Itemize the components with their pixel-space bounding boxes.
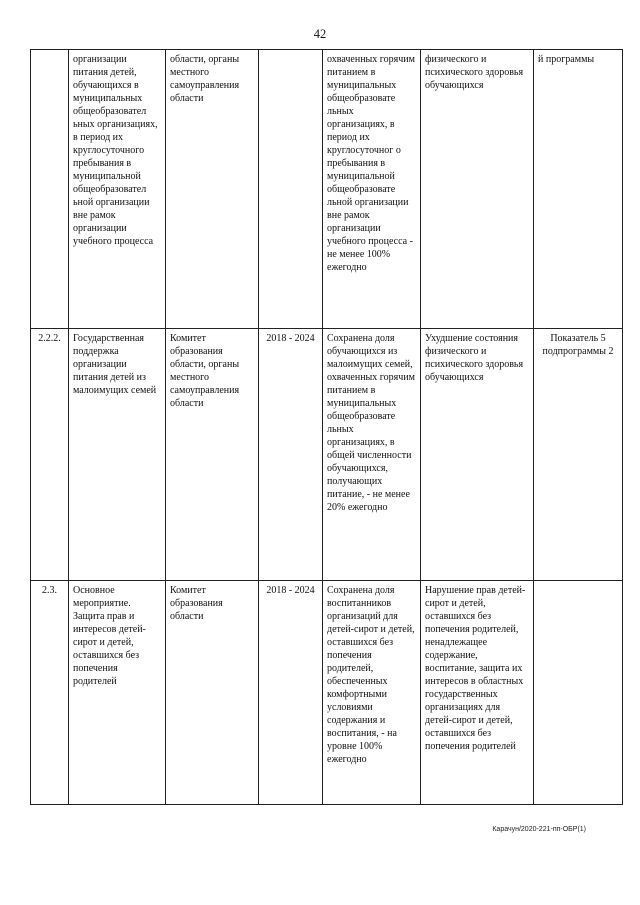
period-cell	[259, 50, 323, 329]
consequences-cell: Ухудшение состояния физического и психического здоровья обучающихся	[421, 329, 534, 581]
period-cell: 2018 - 2024	[259, 329, 323, 581]
executor-cell: Комитет образования области	[166, 581, 259, 805]
table-row	[31, 50, 623, 329]
period-cell: 2018 - 2024	[259, 581, 323, 805]
expected-result-cell: Сохранена доля обучающихся из малоимущих семей, охваченных горячим питанием в муниципальных общеобразовате льных организациях, в общей численности обучающихся, получающих питание, - не менее 20% ежегодно	[323, 329, 421, 581]
row-number-cell	[31, 50, 69, 329]
measure-name-cell: организации питания детей, обучающихся в муниципальных общеобразовател ьных организациях, в период их круглосуточного пребывания в муниципальной общеобразовател ьной организации вне рамок организации учебного процесса	[69, 50, 166, 329]
page-number: 42	[313, 27, 327, 41]
row-number-cell: 2.2.2.	[31, 329, 69, 581]
table-row	[31, 329, 623, 581]
expected-result-cell: охваченных горячим питанием в муниципальных общеобразовате льных организациях, в период их круглосуточног о пребывания в муниципальной общеобразовате льной организации вне рамок организации учебного процесса - не менее 100% ежегодно	[323, 50, 421, 329]
row-number-cell: 2.3.	[31, 581, 69, 805]
indicator-cell: Показатель 5 подпрограммы 2	[534, 329, 623, 581]
consequences-cell: Нарушение прав детей-сирот и детей, оставшихся без попечения родителей, ненадлежащее содержание, воспитание, защита их интересов в областных государственных организациях для детей-сирот и детей, оставшихся без попечения родителей	[421, 581, 534, 805]
table-row	[31, 581, 623, 805]
document-footer-code: Карачун/2020-221-пп-ОБР(1)	[492, 826, 586, 833]
indicator-cell	[534, 581, 623, 805]
indicator-cell: й программы	[534, 50, 623, 329]
measure-name-cell: Государственная поддержка организации питания детей из малоимущих семей	[69, 329, 166, 581]
consequences-cell: физического и психического здоровья обучающихся	[421, 50, 534, 329]
executor-cell: Комитет образования области, органы местного самоуправления области	[166, 329, 259, 581]
executor-cell: области, органы местного самоуправления области	[166, 50, 259, 329]
expected-result-cell: Сохранена доля воспитанников организаций для детей-сирот и детей, оставшихся без попечения родителей, обеспеченных комфортными условиями содержания и воспитания, - на уровне 100% ежегодно	[323, 581, 421, 805]
measures-table	[30, 49, 623, 805]
measure-name-cell: Основное мероприятие. Защита прав и интересов детей-сирот и детей, оставшихся без попечения родителей	[69, 581, 166, 805]
